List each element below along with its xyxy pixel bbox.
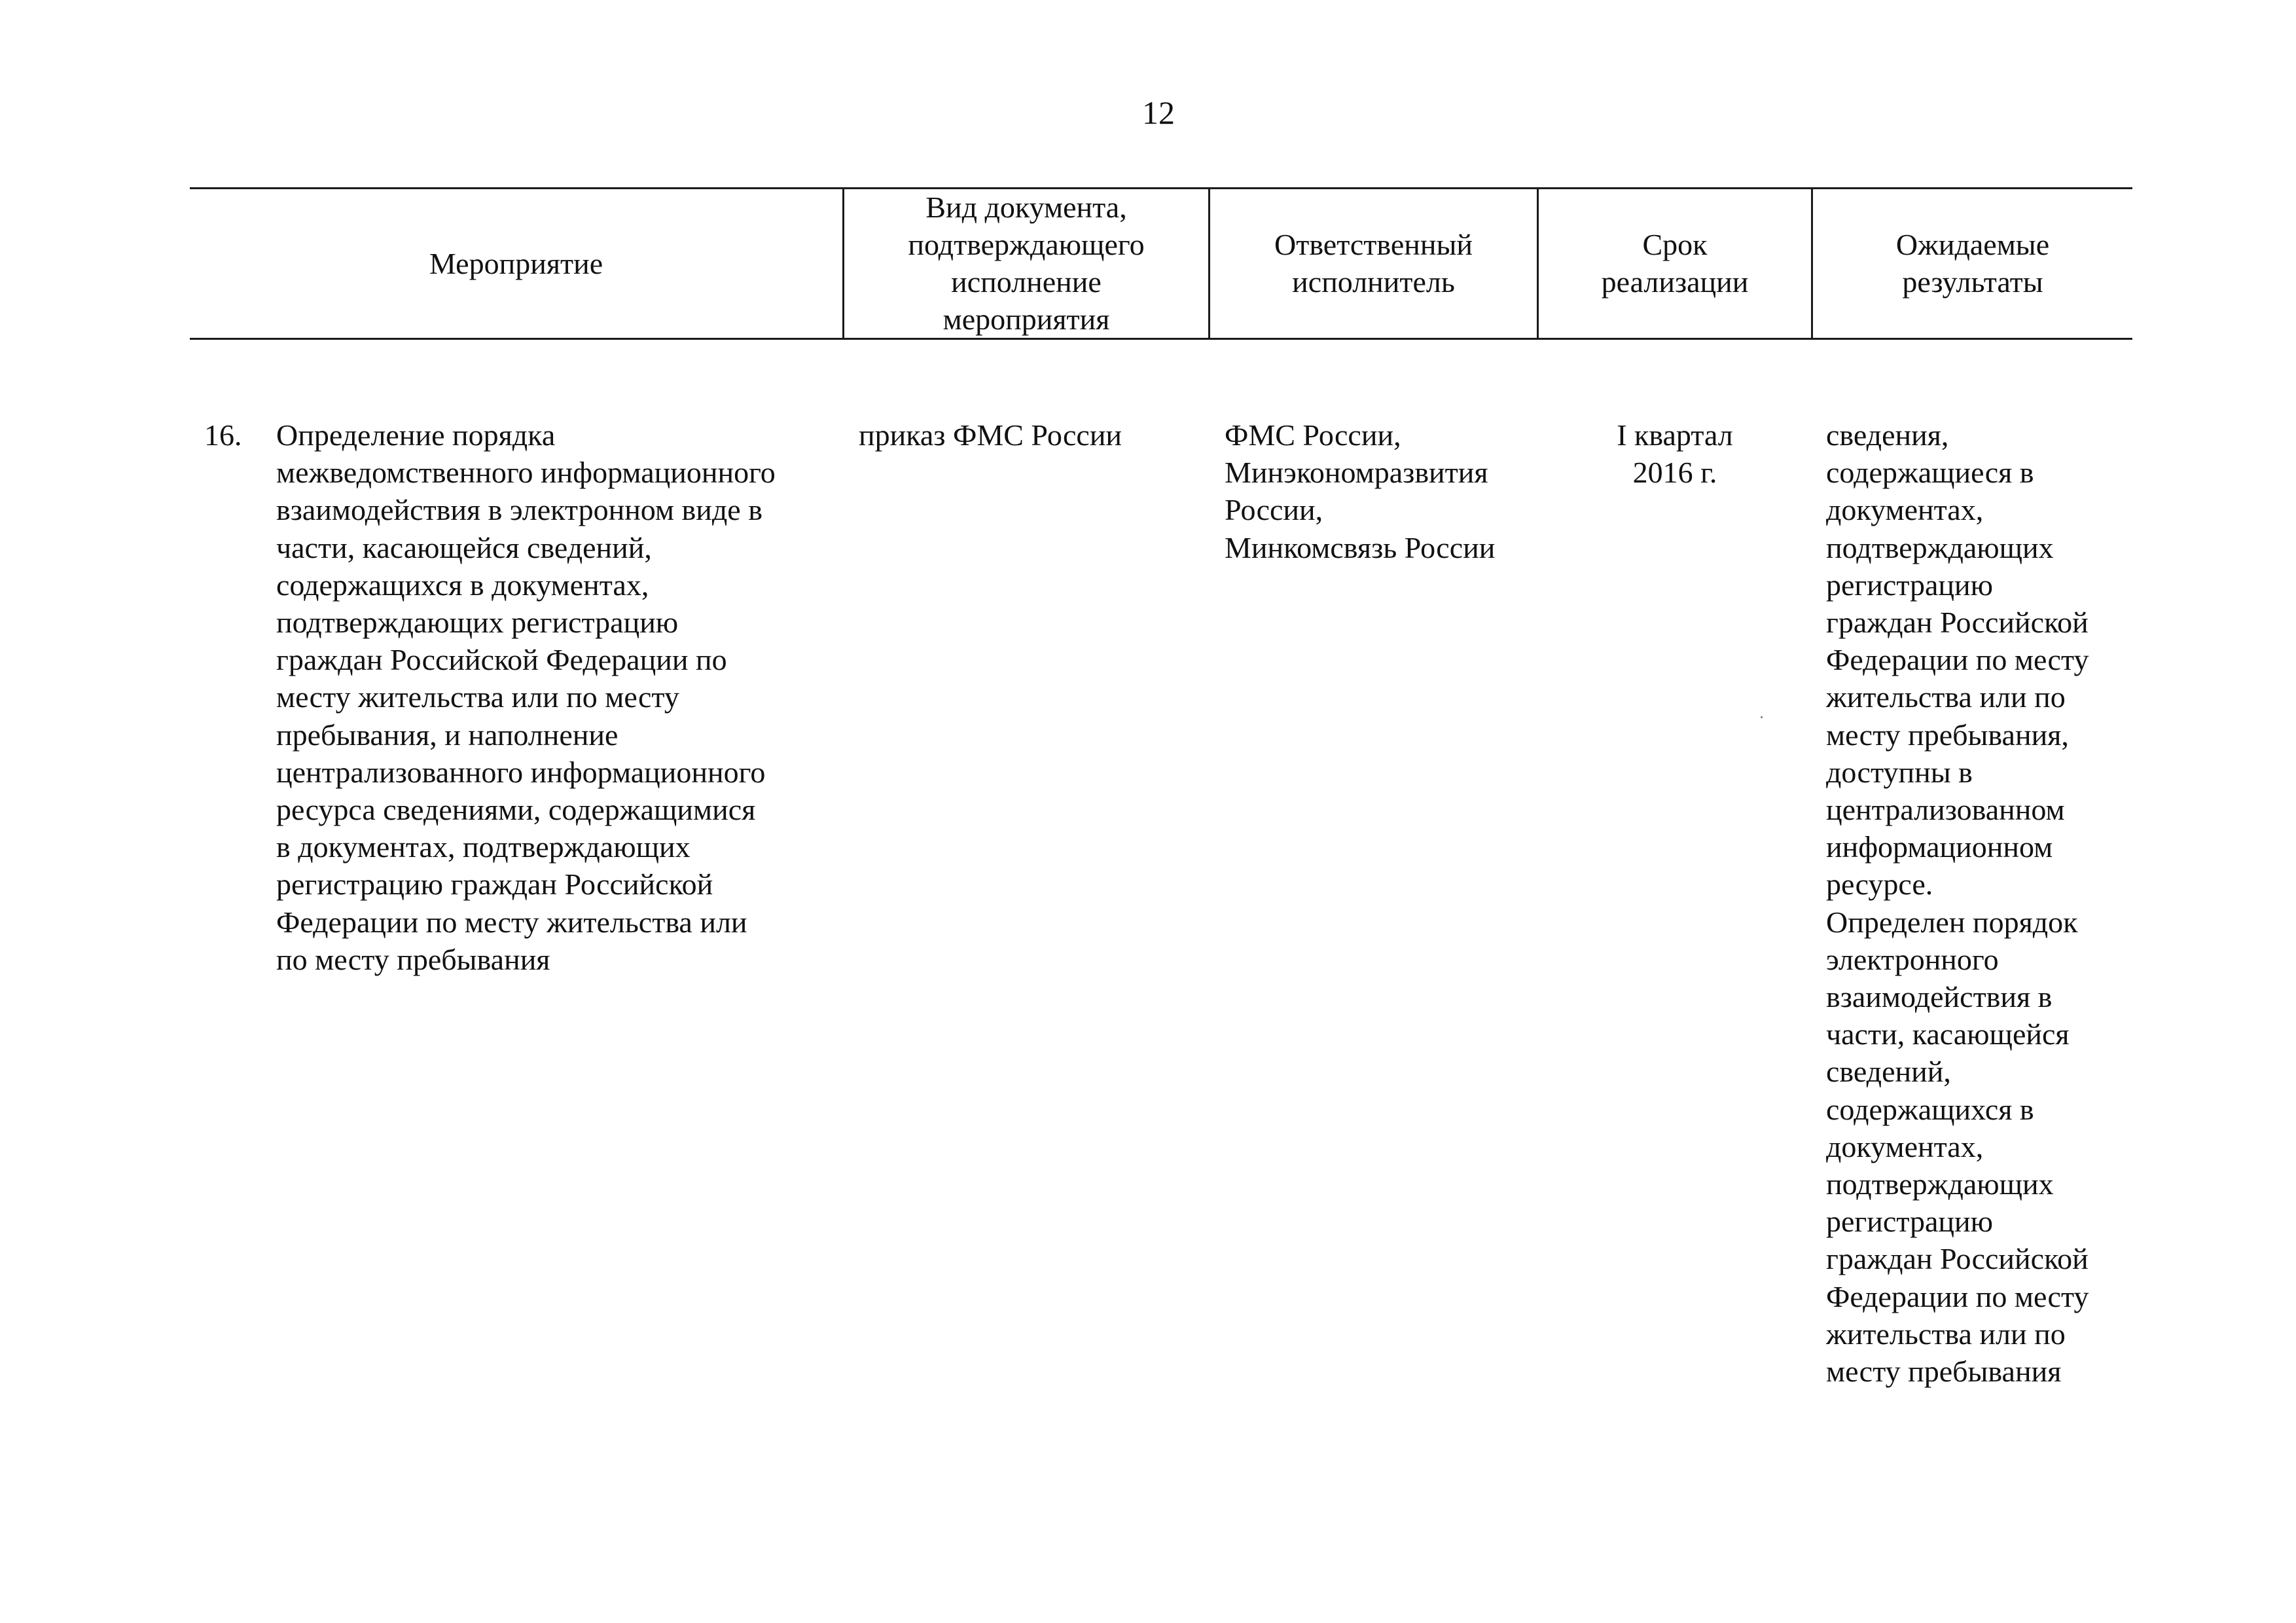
responsible-line: Минэкономразвития [1225, 456, 1488, 490]
results-line: содержащиеся в [1826, 456, 2034, 490]
table-header-bottom-rule [190, 338, 2132, 340]
results-line: ресурсе. [1826, 867, 1933, 902]
results-line: Федерации по месту [1826, 643, 2089, 677]
activity-line: ресурса сведениями, содержащимися [276, 793, 756, 827]
row-results [1826, 416, 2127, 1390]
row-number-text: 16. [204, 418, 242, 452]
results-line: содержащихся в [1826, 1092, 2034, 1126]
row-deadline [1539, 416, 1811, 491]
deadline-line: I квартал [1617, 418, 1733, 452]
activity-line: взаимодействия в электронном виде в [276, 493, 762, 527]
activity-line: пребывания, и наполнение [276, 718, 619, 752]
header-activity-label: Мероприятие [429, 246, 603, 280]
results-line: информационном [1826, 830, 2053, 864]
results-line: граждан Российской [1826, 1242, 2089, 1276]
results-line: подтверждающих [1826, 1167, 2054, 1201]
results-line: месту пребывания [1826, 1355, 2062, 1389]
scan-speck [1761, 716, 1763, 718]
results-line: сведений, [1826, 1055, 1951, 1089]
activity-line: регистрацию граждан Российской [276, 867, 713, 902]
activity-line: граждан Российской Федерации по [276, 643, 727, 677]
row-document-type [859, 416, 1206, 454]
activity-line: в документах, подтверждающих [276, 830, 691, 864]
header-results-line: Ожидаемые [1895, 228, 2050, 261]
results-line: жительства или по [1826, 680, 2066, 714]
header-results-line: результаты [1902, 265, 2043, 299]
activity-line: содержащихся в документах, [276, 568, 649, 602]
activity-line: межведомственного информационного [276, 456, 776, 490]
results-line: документах, [1826, 1129, 1984, 1163]
responsible-line: России, [1225, 493, 1323, 527]
header-document-type [844, 189, 1208, 338]
results-line: взаимодействия в [1826, 980, 2053, 1014]
header-document-type-line: исполнение [951, 265, 1102, 299]
responsible-line: Минкомсвязь России [1225, 530, 1496, 564]
results-line: Федерации по месту [1826, 1279, 2089, 1313]
results-line: сведения, [1826, 418, 1949, 452]
header-document-type-line: подтверждающего [908, 228, 1145, 261]
results-line: подтверждающих [1826, 530, 2054, 564]
document-type-text: приказ ФМС России [859, 418, 1122, 452]
activity-line: Определение порядка [276, 418, 556, 452]
activity-line: части, касающейся сведений, [276, 530, 652, 564]
activity-line: подтверждающих регистрацию [276, 606, 679, 640]
row-activity [276, 416, 839, 978]
header-responsible [1210, 189, 1537, 338]
header-responsible-line: исполнитель [1292, 265, 1455, 299]
activity-line: по месту пребывания [276, 942, 550, 976]
header-deadline-line: Срок [1642, 228, 1708, 261]
responsible-line: ФМС России, [1225, 418, 1401, 452]
activity-line: Федерации по месту жительства или [276, 905, 747, 939]
results-line: доступны в [1826, 755, 1973, 789]
header-document-type-line: Вид документа, [925, 191, 1127, 224]
header-responsible-line: Ответственный [1274, 228, 1473, 261]
results-line: централизованном [1826, 793, 2065, 827]
header-document-type-line: мероприятия [942, 302, 1110, 336]
results-line: Определен порядок [1826, 905, 2078, 939]
results-line: документах, [1826, 493, 1984, 527]
results-line: части, касающейся [1826, 1017, 2070, 1051]
header-deadline-line: реализации [1601, 265, 1749, 299]
results-line: граждан Российской [1826, 606, 2089, 640]
results-line: месту пребывания, [1826, 718, 2069, 752]
row-responsible [1225, 416, 1532, 566]
header-deadline [1539, 189, 1811, 338]
header-results [1813, 189, 2132, 338]
results-line: электронного [1826, 942, 1999, 976]
activity-line: месту жительства или по месту [276, 680, 679, 714]
row-number [204, 416, 242, 454]
deadline-line: 2016 г. [1632, 456, 1717, 490]
results-line: регистрацию [1826, 1205, 1993, 1239]
results-line: регистрацию [1826, 568, 1993, 602]
activity-line: централизованного информационного [276, 755, 766, 789]
results-line: жительства или по [1826, 1317, 2066, 1351]
header-activity [190, 189, 842, 338]
page-number: 12 [1142, 94, 1175, 131]
